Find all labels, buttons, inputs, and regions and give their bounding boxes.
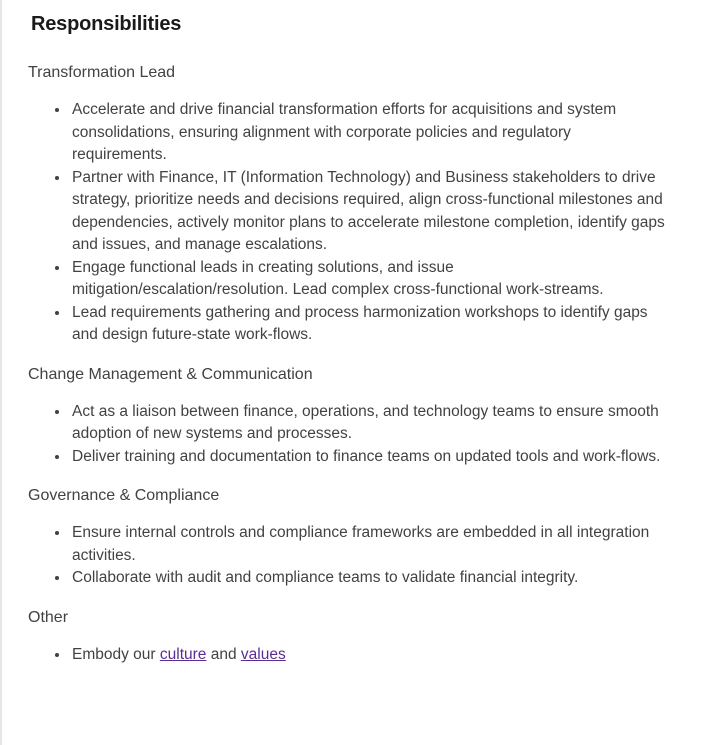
section-heading-transformation-lead: Transformation Lead [28,64,176,81]
culture-link[interactable]: culture [159,645,207,663]
section-heading-change-management: Change Management & Communication [28,365,313,383]
bullet-list-other [28,644,668,667]
list-item: • Partner with Finance, IT (Information Technology) and Business stakeholders to drive strategy, prioritize needs and decisions required, align cross-functional milestones and dependencies, actively monitor plans to accelerate milestone completion, identify gaps and issues, and manage escalations. [70,167,668,257]
list-item: • Engage functional leads in creating solutions, and issue mitigation/escalation/resolution. Lead complex cross-functional work-streams. [70,257,668,302]
list-item: • Lead requirements gathering and process harmonization workshops to identify gaps and design future-state work-flows. [70,302,668,347]
rich-bullet-prefix: Embody our [72,645,160,663]
page-title: Responsibilities [31,13,182,35]
list-item: • Act as a liaison between finance, operations, and technology teams to ensure smooth adoption of new systems and processes. [70,401,668,446]
list-item [70,644,668,667]
section-heading-governance-compliance: Governance & Compliance [28,487,220,504]
list-item: • Accelerate and drive financial transformation efforts for acquisitions and system consolidations, ensuring alignment with corporate policies and regulatory requirements. [70,99,668,167]
rich-bullet-separator: and [206,645,241,663]
bullet-list-governance-compliance [28,522,668,590]
bullet-list-transformation-lead [28,99,668,347]
values-link[interactable]: values [240,645,286,663]
section-heading-other: Other [28,608,69,626]
list-item: • Deliver training and documentation to finance teams on updated tools and work-flows. [70,446,668,469]
list-item: • Ensure internal controls and compliance frameworks are embedded in all integration activities. [70,522,668,567]
list-item: • Collaborate with audit and compliance teams to validate financial integrity. [70,567,668,590]
bullet-list-change-management [28,401,668,469]
